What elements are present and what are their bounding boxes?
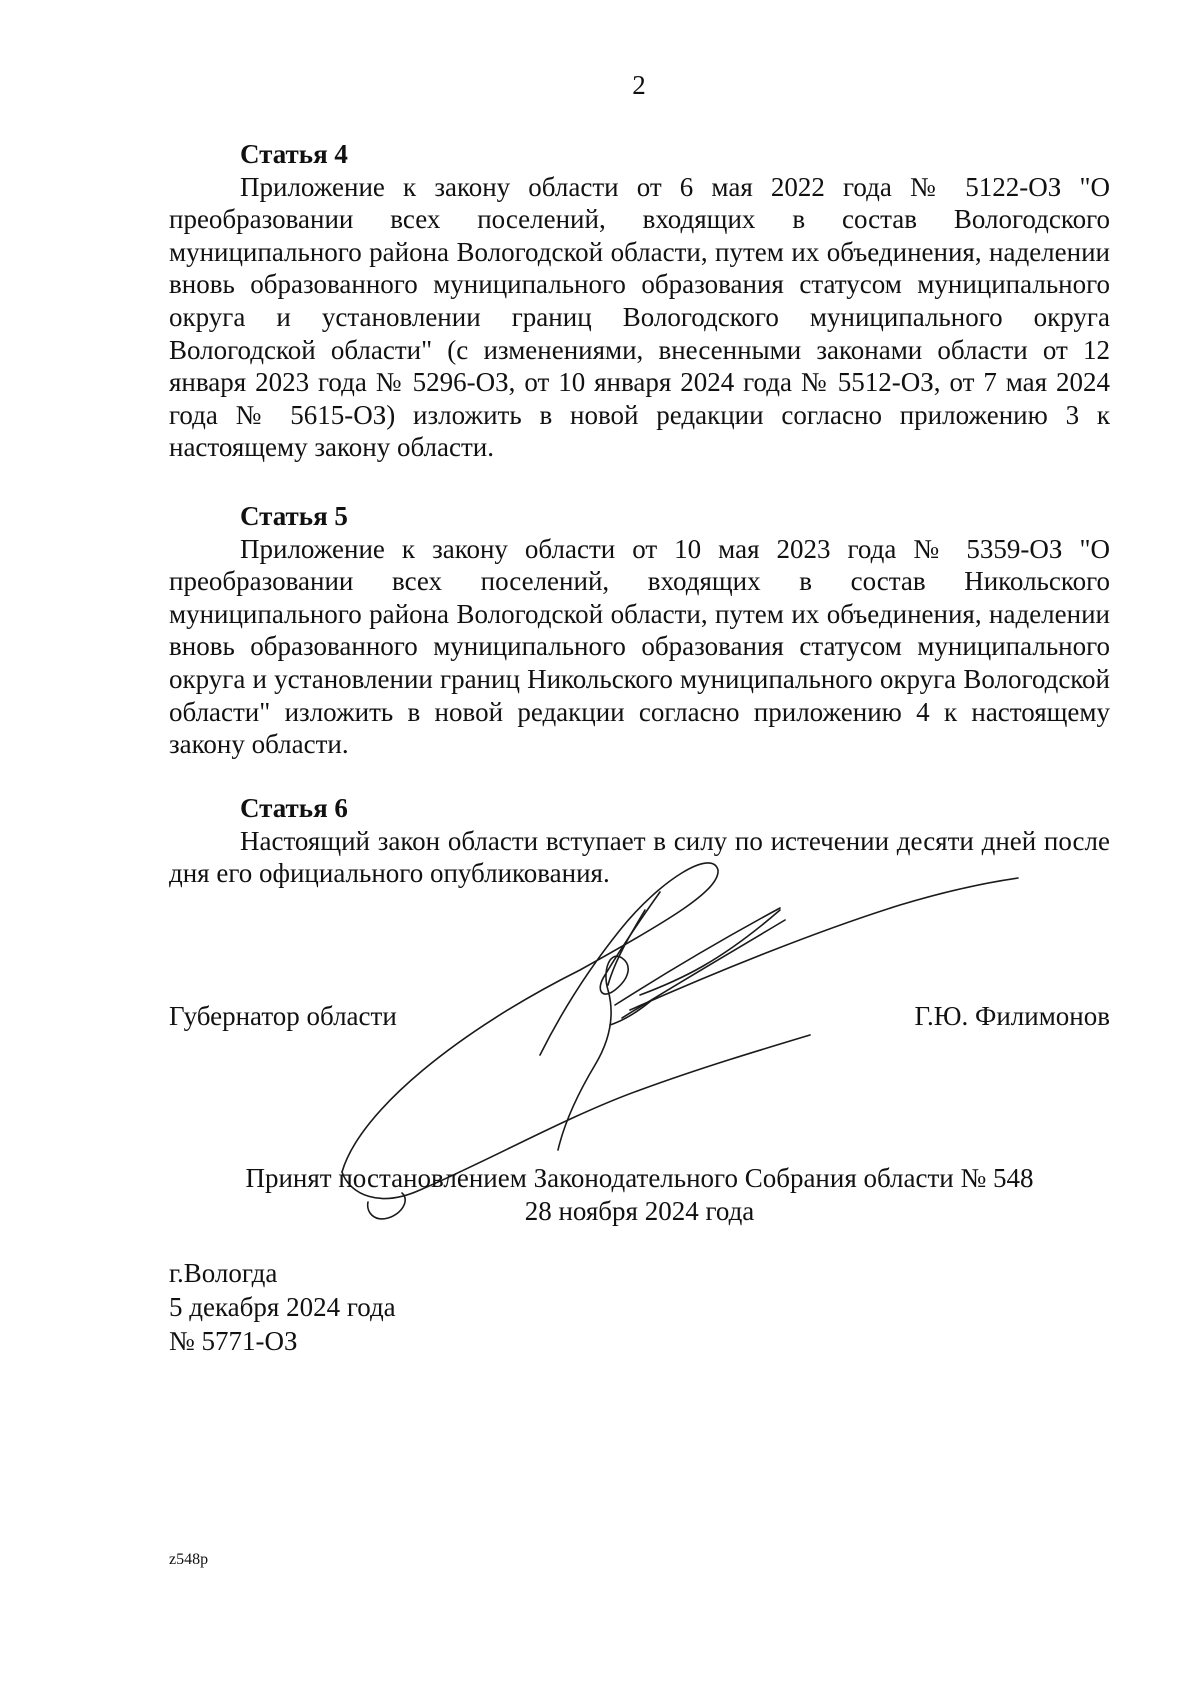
signing-date: 5 декабря 2024 года xyxy=(169,1292,396,1322)
page-number: 2 xyxy=(632,70,646,100)
signatory-name: Г.Ю. Филимонов xyxy=(914,1001,1110,1031)
article-4 xyxy=(169,138,1110,464)
place-date-number xyxy=(169,1256,396,1358)
adoption-note xyxy=(169,1162,1110,1228)
article-body: Приложение к закону области от 6 мая 2022 года № 5122-ОЗ "О преобразовании всех поселений, входящих в состав Вологодского муниципального района Вологодской области, путем их объединения, наделении вновь образованного муниципального образования статусом муниципального округа и установлении границ Вологодского муниципального округа Вологодской области" (с изменениями, внесенными законами области от 12 января 2023 года № 5296-ОЗ, от 10 января 2024 года № 5512-ОЗ, от 7 мая 2024 года № 5615-ОЗ) изложить в новой редакции согласно приложению 3 к настоящему закону области. xyxy=(169,171,1110,463)
adoption-line-2: 28 ноября 2024 года xyxy=(524,1196,755,1226)
article-heading: Статья 5 xyxy=(240,501,348,531)
position-title: Губернатор области xyxy=(169,1001,397,1031)
article-5 xyxy=(169,500,1110,761)
article-6 xyxy=(169,792,1110,890)
article-body: Приложение к закону области от 10 мая 2023 года № 5359-ОЗ "О преобразовании всех поселений, входящих в состав Никольского муниципального района Вологодской области, путем их объединения, наделении вновь образованного муниципального образования статусом муниципального округа и установлении границ Никольского муниципального округа Вологодской области" изложить в новой редакции согласно приложению 4 к настоящему закону области. xyxy=(169,533,1110,760)
document-code: z548p xyxy=(169,1551,209,1568)
adoption-line-1: Принят постановлением Законодательного Собрания области № 548 xyxy=(245,1163,1034,1193)
law-number: № 5771-ОЗ xyxy=(169,1326,298,1356)
city: г.Вологда xyxy=(169,1258,278,1288)
article-heading: Статья 4 xyxy=(240,139,348,169)
article-heading: Статья 6 xyxy=(240,793,348,823)
article-body: Настоящий закон области вступает в силу по истечении десяти дней после дня его официального опубликования. xyxy=(169,825,1110,889)
